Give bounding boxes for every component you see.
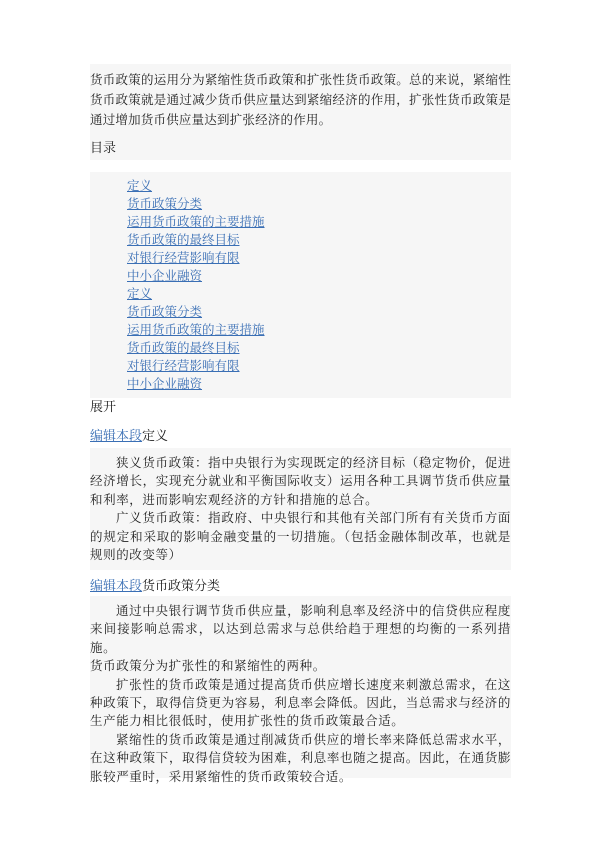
section-title: 货币政策分类 [142,579,221,594]
section-heading-definition [90,428,168,446]
paragraph: 狭义货币政策：指中央银行为实现既定的经济目标（稳定物价，促进经济增长，实现充分就业和平衡国际收支）运用各种工具调节货币供应量和利率，进而影响宏观经济的方针和措施的总合。 [90,455,511,507]
toc-link-main-measures-2[interactable]: 运用货币政策的主要措施 [127,322,265,337]
toc-link-policy-types-2[interactable]: 货币政策分类 [127,304,203,319]
edit-section-link[interactable]: 编辑本段 [90,429,143,444]
toc-link-sme-financing[interactable]: 中小企业融资 [127,268,203,283]
paragraph: 广义货币政策：指政府、中央银行和其他有关部门所有有关货币方面的规定和采取的影响金融变量的一切措施。（包括金融体制改革，也就是规则的改变等） [90,510,511,563]
toc-link-final-goals-2[interactable]: 货币政策的最终目标 [127,340,240,355]
section-definition-body [90,448,511,570]
section-title: 定义 [142,429,169,444]
section-policy-types-body [90,596,511,784]
toc-link-main-measures[interactable]: 运用货币政策的主要措施 [127,214,265,229]
toc-link-sme-financing-2[interactable]: 中小企业融资 [127,376,203,391]
edit-section-link[interactable]: 编辑本段 [90,579,143,594]
toc-link-policy-types[interactable]: 货币政策分类 [127,196,203,211]
paragraph: 货币政策分为扩张性的和紧缩性的两种。 [90,658,326,674]
paragraph: 扩张性的货币政策是通过提高货币供应增长速度来刺激总需求，在这种政策下，取得信贷更为容易，利息率会降低。因此，当总需求与经济的生产能力相比很低时，使用扩张性的货币政策最合适。 [90,676,511,729]
paragraph: 通过中央银行调节货币供应量，影响利息率及经济中的信贷供应程度来间接影响总需求，以达到总需求与总供给趋于理想的均衡的一系列措施。 [90,603,511,655]
paragraph: 紧缩性的货币政策是通过削减货币供应的增长率来降低总需求水平，在这种政策下，取得信贷较为困难，利息率也随之提高。因此，在通货膨胀较严重时，采用紧缩性的货币政策较合适。 [90,731,511,784]
toc-link-bank-impact-2[interactable]: 对银行经营影响有限 [127,358,240,373]
toc-link-final-goals[interactable]: 货币政策的最终目标 [127,232,240,247]
section-heading-policy-types [90,578,220,596]
intro-block [90,64,511,160]
toc-link-bank-impact[interactable]: 对银行经营影响有限 [127,250,240,265]
table-of-contents [90,172,511,398]
toc-title: 目录 [90,141,117,156]
toc-expand-toggle[interactable]: 展开 [90,400,117,415]
toc-link-definition[interactable]: 定义 [127,178,153,193]
toc-link-definition-2[interactable]: 定义 [127,286,153,301]
intro-paragraph: 货币政策的运用分为紧缩性货币政策和扩张性货币政策。总的来说，紧缩性货币政策就是通过减少货币供应量达到紧缩经济的作用，扩张性货币政策是通过增加货币供应量达到扩张经济的作用。 [90,72,511,127]
